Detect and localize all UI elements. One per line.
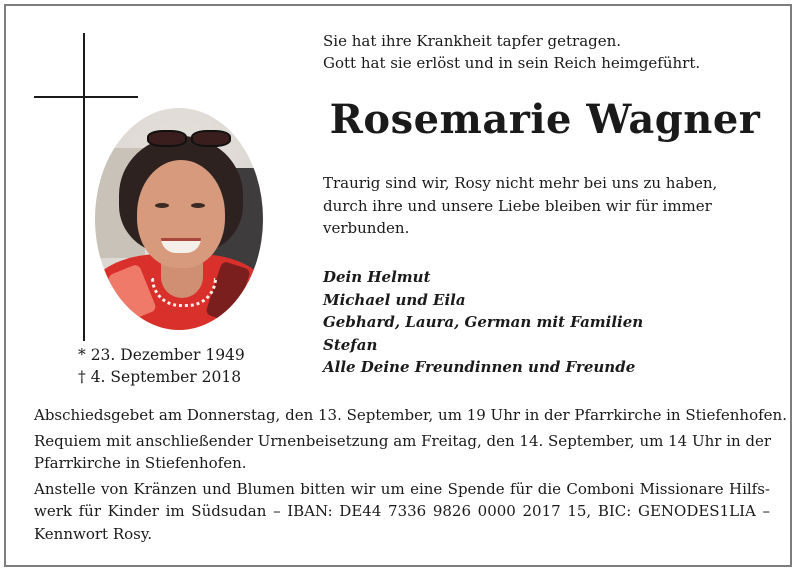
requiem-notice — [34, 430, 770, 475]
mourner-entry: Dein Helmut — [323, 268, 431, 286]
quote-line: Sie hat ihre Krankheit tapfer getragen. — [323, 32, 622, 50]
notice-line: werk für Kinder im Südsudan – IBAN: DE44 7336 9826 0000 2017 15, BIC: GENODES1LIA – — [34, 502, 770, 520]
donation-notice — [34, 478, 770, 546]
deceased-name: Rosemarie Wagner — [329, 96, 761, 143]
birth-star-icon: * — [78, 346, 86, 364]
mourner-entry: Stefan — [323, 335, 378, 354]
mourner-entry: Alle Deine Freundinnen und Freunde — [323, 358, 636, 376]
message-line: Traurig sind wir, Rosy nicht mehr bei uns zu haben, — [323, 174, 718, 192]
message-line: verbunden. — [323, 219, 410, 237]
notice-line: Requiem mit anschließender Urnenbeisetzung am Freitag, den 14. September, um 14 Uhr in der — [34, 431, 772, 450]
farewell-notice — [34, 404, 787, 427]
life-dates — [78, 344, 245, 388]
mourners-list — [323, 266, 643, 379]
portrait-photo — [95, 108, 263, 330]
death-date-row — [78, 366, 245, 388]
notice-line: Kennwort Rosy. — [34, 524, 153, 543]
service-notices — [34, 404, 787, 548]
cross-icon-vertical — [83, 33, 85, 341]
notice-line: Anstelle von Kränzen und Blumen bitten wir um eine Spende für die Comboni Missionare Hilfs- — [34, 479, 770, 498]
death-date: 4. September 2018 — [90, 368, 242, 386]
death-dagger-icon: † — [78, 368, 86, 386]
message-line: durch ihre und unsere Liebe bleiben wir für immer — [323, 196, 712, 215]
mourner-entry: Michael und Eila — [323, 290, 466, 309]
quote — [323, 30, 700, 74]
mourning-message — [323, 172, 717, 240]
notice-line: Abschiedsgebet am Donnerstag, den 13. September, um 19 Uhr in der Pfarrkirche in Stiefenhofen. — [34, 406, 787, 424]
sunglasses — [147, 130, 231, 144]
birth-date: 23. Dezember 1949 — [90, 346, 245, 364]
mourner-entry: Gebhard, Laura, German mit Familien — [323, 313, 644, 331]
quote-line: Gott hat sie erlöst und in sein Reich heimgeführt. — [323, 54, 701, 72]
cross-icon-horizontal — [34, 96, 138, 98]
notice-line: Pfarrkirche in Stiefenhofen. — [34, 454, 247, 472]
birth-date-row — [78, 344, 245, 366]
